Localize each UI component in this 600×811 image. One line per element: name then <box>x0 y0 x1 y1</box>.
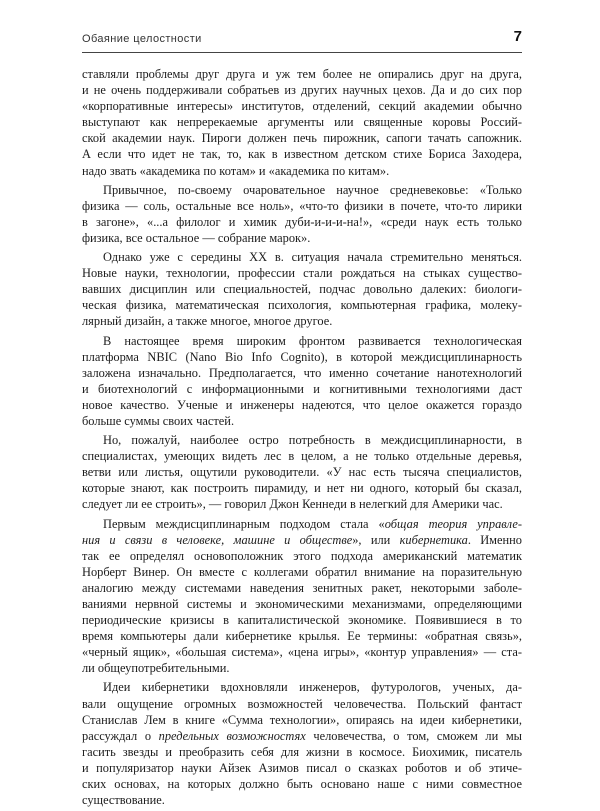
text-line: ваниями нервной системы и экономическими механизмами, определяющими <box>82 597 522 611</box>
paragraph <box>82 432 522 512</box>
text-line: Но, пожалуй, наиболее остро потребность в междисциплинарности, в <box>103 433 522 448</box>
paragraph <box>82 66 522 179</box>
text-line: и биотехнологий с информационными и когнитивными технологиями даст <box>82 381 522 396</box>
text-run: рассуждал о <box>82 728 159 743</box>
italic-term: общая теория управле- <box>384 516 522 531</box>
text-line: время компьютеры дали кибернетике крылья. Ее термины: «обратная связь», <box>82 629 522 644</box>
text-line: так ее определял основоположник этого подхода американский математик <box>82 548 522 563</box>
text-line: гасить звезды и преобразить себя для жизни в космосе. Биохимик, писатель <box>82 744 522 759</box>
text-line: и популяризатор науки Айзек Азимов писал о сказках роботов и об этиче- <box>82 760 522 775</box>
text-run: », или <box>352 532 400 547</box>
italic-term: ния и связи в человеке, машине и обществе <box>82 532 353 547</box>
text-line <box>82 516 522 532</box>
text-line: аналогию между системами наведения зенитных ракет, некоторыми заболе- <box>82 580 522 595</box>
text-line: физика, все остальное — собрание марок». <box>82 230 311 245</box>
text-line: Станислав Лем в книге «Сумма технологии», опираясь на идеи кибернетики, <box>82 712 522 727</box>
text-line: В настоящее время широким фронтом развивается технологическая <box>103 333 522 348</box>
text-line: существование. <box>82 793 165 808</box>
text-line: Привычное, по-своему очаровательное научное средневековье: «Только <box>103 182 522 197</box>
running-header <box>82 30 522 53</box>
text-line: ческая физика, математическая психология, компьютерная графика, молеку- <box>82 298 522 313</box>
text-line: ставляли проблемы друг друга и уж тем более не опирались друг на друга, <box>82 67 522 81</box>
paragraph <box>82 679 522 808</box>
text-line: заложена изначально. Предполагается, что именно сочетание нанотехнологий <box>82 365 522 380</box>
text-line: лярный дизайн, а также многое, многое другое. <box>82 314 333 329</box>
text-line: А если что идет не так, то, как в известном детском стихе Бориса Заходера, <box>82 147 522 162</box>
paragraph <box>82 182 522 246</box>
paragraph <box>82 249 522 329</box>
text-line: Норберт Винер. Он вместе с коллегами обратил внимание на поразительную <box>82 564 522 579</box>
text-line: ских основах, на которых должно быть основано наше с ними совместное <box>82 777 522 792</box>
text-line: следует ли ее строить», — говорил Джон Кеннеди в нелегкий для Америки час. <box>82 497 503 512</box>
text-line: вали ощущение огромных возможностей человечества. Польский фантаст <box>82 696 522 711</box>
text-line: ской академии наук. Пироги должен печь пирожник, сапоги тачать сапожник. <box>82 131 522 146</box>
text-line: выступают как непререкаемые аргументы или священные коровы Россий- <box>82 115 522 130</box>
italic-term: кибернетика <box>399 532 468 547</box>
text-line: Однако уже с середины XX в. ситуация начала стремительно меняться. <box>103 250 522 265</box>
text-line: «черный ящик», «большая система», «цена игры», «контур управления» — ста- <box>82 645 522 660</box>
text-line: специалистах, умеющих видеть лес в целом, а не только отдельные деревья, <box>82 449 522 464</box>
text-line: платформа NBIC (Nano Bio Info Cognito), в которой междисциплинарность <box>82 349 522 364</box>
text-line: Идеи кибернетики вдохновляли инженеров, футурологов, ученых, да- <box>103 680 522 695</box>
text-line: в загоне», «...а филолог и химик дуби-и-и-и-на!», «среди наук есть только <box>82 214 522 229</box>
text-run: Первым междисциплинарным подходом стала « <box>103 516 385 531</box>
text-run: . Именно <box>467 532 522 547</box>
page-number: 7 <box>513 28 522 45</box>
text-line: периодические кризисы в капиталистической экономике. Появившиеся в то <box>82 613 522 628</box>
text-run: человечества, о том, сможем ли мы <box>305 728 522 743</box>
text-line: Новые науки, технологии, профессии стали рождаться на стыках существо- <box>82 266 522 281</box>
paragraph <box>82 516 522 677</box>
text-line: физика — соль, остальные все ноль», «что-то физики в почете, что-то лирики <box>82 198 522 213</box>
body-text <box>82 66 522 811</box>
text-line: ли общеупотребительными. <box>82 661 230 676</box>
text-line: вавших дисциплин или специальностей, подчас довольно далеких: биологи- <box>82 282 522 297</box>
text-line <box>82 728 522 744</box>
text-line: новое качество. Ученые и инженеры надеются, что целое окажется гораздо <box>82 397 522 412</box>
running-title: Обаяние целостности <box>82 33 202 45</box>
text-line: ветви или листья, ощутили руководители. «У нас есть тысяча специалистов, <box>82 465 522 480</box>
paragraph <box>82 333 522 430</box>
italic-term: предельных возможностях <box>158 728 306 743</box>
text-line: и не очень поддерживали собратьев из других научных цехов. Да и до сих пор <box>82 83 522 98</box>
text-line: которые знают, как построить пирамиду, и нет ни одного, который бы сказал, <box>82 481 522 496</box>
text-line <box>82 532 522 548</box>
text-line: больше суммы своих частей. <box>82 413 235 428</box>
text-line: надо звать «академика по котам» и «академика по китам». <box>82 163 390 178</box>
text-line: «корпоративные интересы» институтов, отделений, секций академии обычно <box>82 99 522 114</box>
